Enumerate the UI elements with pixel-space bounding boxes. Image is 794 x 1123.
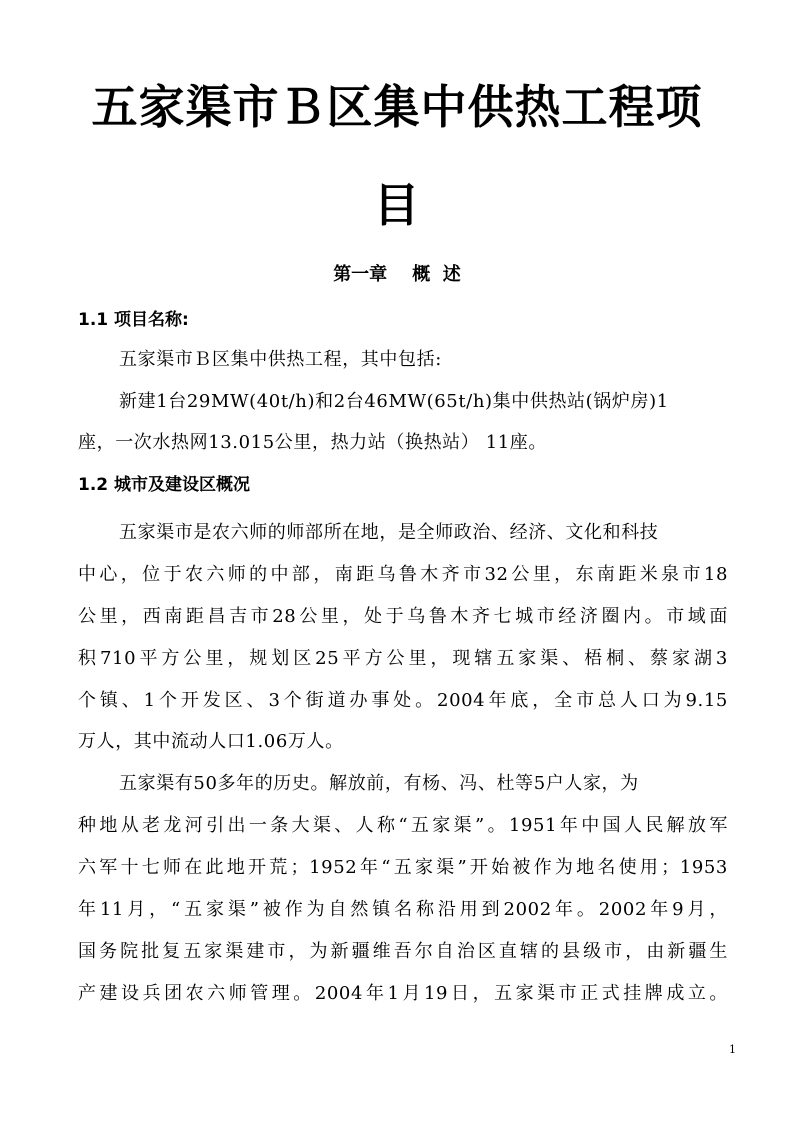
paragraph-line: 年11月，“五家渠”被作为自然镇名称沿用到2002年。2002年9月，	[78, 899, 728, 920]
section-heading-1-2: 1.2 城市及建设区概况	[78, 475, 251, 495]
document-title-line-2: 目	[373, 178, 421, 232]
section-heading-1-1: 1.1 项目名称:	[78, 310, 189, 330]
paragraph-line: 产建设兵团农六师管理。2004年1月19日，五家渠市正式挂牌成立。	[78, 983, 728, 1004]
paragraph-line: 个镇、1个开发区、3个街道办事处。2004年底，全市总人口为9.15	[78, 690, 728, 711]
paragraph-line: 五家渠有50多年的历史。解放前，有杨、冯、杜等5户人家，为	[119, 773, 639, 794]
document-title-line-1: 五家渠市Ｂ区集中供热工程项	[91, 80, 703, 134]
paragraph-line: 国务院批复五家渠建市，为新疆维吾尔自治区直辖的县级市，由新疆生	[78, 941, 728, 962]
paragraph-line: 中心，位于农六师的中部，南距乌鲁木齐市32公里，东南距米泉市18	[78, 564, 728, 585]
page-number: 1	[729, 1043, 736, 1056]
paragraph-line: 五家渠市Ｂ区集中供热工程，其中包括:	[119, 349, 442, 370]
paragraph-line: 新建1台29MW(40t/h)和2台46MW(65t/h)集中供热站(锅炉房)1	[119, 391, 669, 412]
paragraph-line: 万人，其中流动人口1.06万人。	[78, 731, 344, 752]
paragraph-line: 积710平方公里，规划区25平方公里，现辖五家渠、梧桐、蔡家湖3	[78, 648, 728, 669]
chapter-heading: 第一章 概 述	[333, 264, 461, 285]
paragraph-line: 六军十七师在此地开荒；1952年“五家渠”开始被作为地名使用；1953	[78, 857, 728, 878]
paragraph-line: 五家渠市是农六师的师部所在地，是全师政治、经济、文化和科技	[119, 522, 659, 543]
paragraph-line: 公里，西南距昌吉市28公里，处于乌鲁木齐七城市经济圈内。市域面	[78, 606, 728, 627]
paragraph-line: 种地从老龙河引出一条大渠、人称“五家渠”。1951年中国人民解放军	[78, 815, 728, 836]
paragraph-line: 座，一次水热网13.015公里，热力站（换热站） 11座。	[78, 432, 548, 453]
